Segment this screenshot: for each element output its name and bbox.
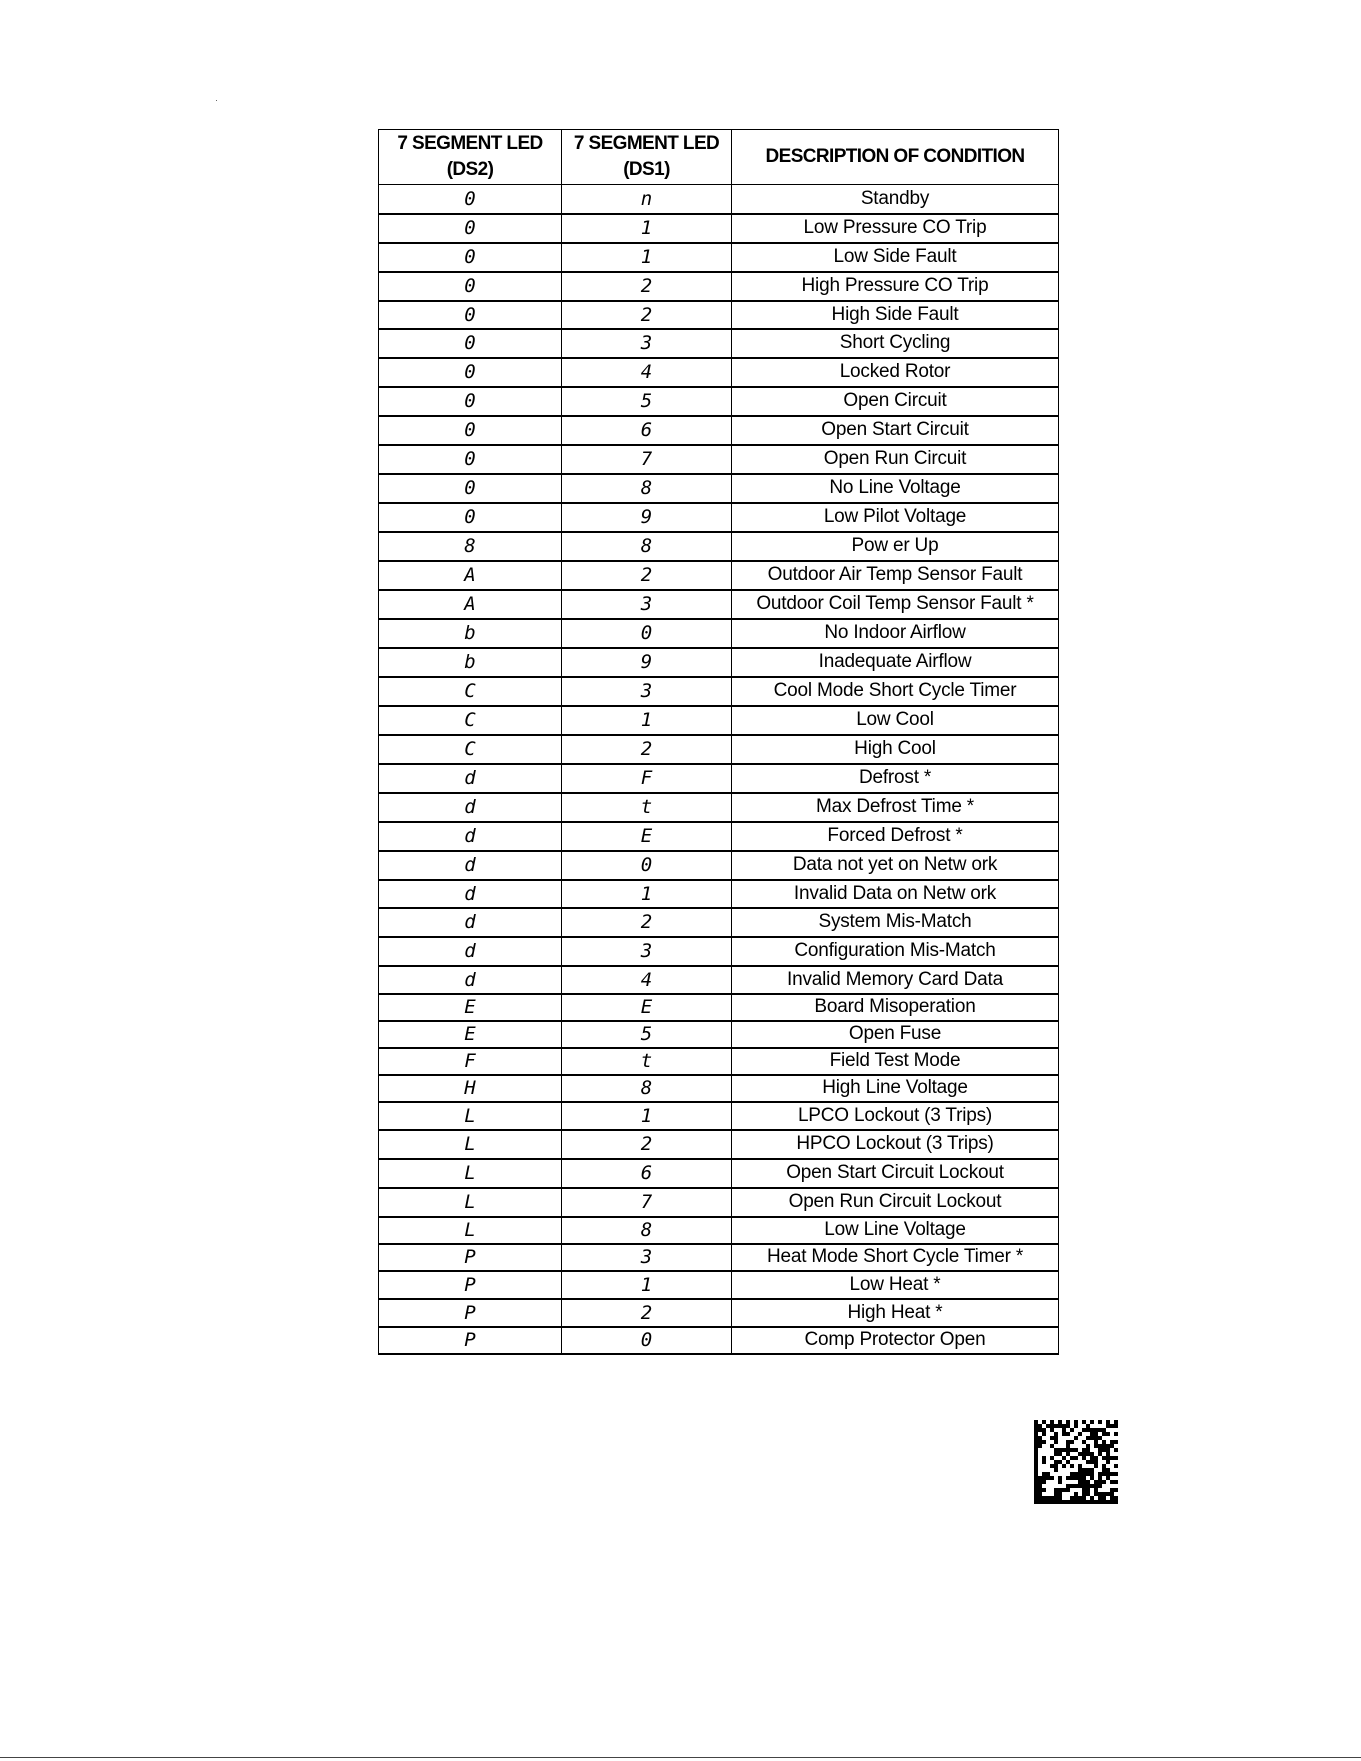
ds1-code: 1 (562, 214, 732, 243)
condition-description: Low Pilot Voltage (732, 503, 1059, 532)
page-bottom-rule (0, 1757, 1361, 1758)
table-row (379, 648, 1059, 677)
condition-description: Max Defrost Time * (732, 793, 1059, 822)
table-row (379, 243, 1059, 272)
ds2-code: d (379, 937, 562, 966)
condition-description: Data not yet on Netw ork (732, 851, 1059, 880)
condition-description: High Heat * (732, 1299, 1059, 1327)
condition-description: HPCO Lockout (3 Trips) (732, 1130, 1059, 1159)
ds2-code: 0 (379, 301, 562, 329)
condition-description: Open Run Circuit Lockout (732, 1188, 1059, 1217)
ds1-code: t (562, 1048, 732, 1075)
ds1-code: n (562, 185, 732, 214)
ds1-code: 5 (562, 387, 732, 416)
ds2-code: L (379, 1130, 562, 1159)
condition-description: Open Circuit (732, 387, 1059, 416)
header-ds2 (379, 130, 562, 185)
ds2-code: E (379, 994, 562, 1021)
table-row (379, 966, 1059, 994)
ds2-code: b (379, 619, 562, 648)
ds1-code: 8 (562, 532, 732, 561)
ds1-code: 5 (562, 1021, 732, 1048)
ds1-code: 9 (562, 503, 732, 532)
condition-description: Defrost * (732, 764, 1059, 793)
header-ds1-line1: 7 SEGMENT LED (573, 133, 720, 154)
table-row (379, 214, 1059, 243)
table-row (379, 387, 1059, 416)
table-row (379, 677, 1059, 706)
ds2-code: 0 (379, 416, 562, 445)
condition-description: LPCO Lockout (3 Trips) (732, 1102, 1059, 1130)
table-row (379, 1048, 1059, 1075)
table-row (379, 619, 1059, 648)
table-row (379, 793, 1059, 822)
ds2-code: 0 (379, 272, 562, 301)
table-row (379, 185, 1059, 214)
table-row (379, 1244, 1059, 1271)
ds2-code: 0 (379, 387, 562, 416)
led-code-table (378, 129, 1059, 1355)
table-row (379, 358, 1059, 387)
ds1-code: 1 (562, 1271, 732, 1299)
ds1-code: 0 (562, 851, 732, 880)
ds2-code: P (379, 1299, 562, 1327)
ds2-code: d (379, 851, 562, 880)
table-row (379, 561, 1059, 590)
ds1-code: 8 (562, 474, 732, 503)
ds2-code: H (379, 1075, 562, 1102)
table-row (379, 706, 1059, 735)
ds1-code: 2 (562, 908, 732, 937)
table-row (379, 908, 1059, 937)
table-row (379, 1075, 1059, 1102)
condition-description: Locked Rotor (732, 358, 1059, 387)
ds2-code: C (379, 706, 562, 735)
condition-description: No Line Voltage (732, 474, 1059, 503)
ds1-code: t (562, 793, 732, 822)
ds1-code: 3 (562, 677, 732, 706)
condition-description: Low Side Fault (732, 243, 1059, 272)
table-row (379, 735, 1059, 764)
ds2-code: L (379, 1159, 562, 1188)
condition-description: Field Test Mode (732, 1048, 1059, 1075)
ds2-code: L (379, 1188, 562, 1217)
condition-description: Outdoor Air Temp Sensor Fault (732, 561, 1059, 590)
scan-dot (216, 100, 217, 101)
table-row (379, 1102, 1059, 1130)
ds1-code: 2 (562, 301, 732, 329)
ds2-code: E (379, 1021, 562, 1048)
ds1-code: 1 (562, 1102, 732, 1130)
condition-description: No Indoor Airflow (732, 619, 1059, 648)
ds1-code: 3 (562, 590, 732, 619)
ds1-code: 0 (562, 1327, 732, 1354)
header-ds2-line1: 7 SEGMENT LED (397, 133, 543, 154)
condition-description: High Cool (732, 735, 1059, 764)
ds1-code: 1 (562, 243, 732, 272)
ds2-code: A (379, 590, 562, 619)
ds2-code: F (379, 1048, 562, 1075)
ds2-code: 0 (379, 503, 562, 532)
ds1-code: F (562, 764, 732, 793)
table-row (379, 1130, 1059, 1159)
header-ds1-line2: (DS1) (623, 159, 670, 180)
ds2-code: 0 (379, 329, 562, 358)
condition-description: Short Cycling (732, 329, 1059, 358)
table-row (379, 474, 1059, 503)
ds1-code: 2 (562, 272, 732, 301)
ds2-code: d (379, 764, 562, 793)
ds2-code: d (379, 793, 562, 822)
ds2-code: 8 (379, 532, 562, 561)
ds2-code: d (379, 966, 562, 994)
table-row (379, 880, 1059, 908)
table-row (379, 272, 1059, 301)
ds2-code: P (379, 1327, 562, 1354)
condition-description: Open Start Circuit Lockout (732, 1159, 1059, 1188)
ds1-code: 8 (562, 1217, 732, 1244)
table-row (379, 590, 1059, 619)
condition-description: Cool Mode Short Cycle Timer (732, 677, 1059, 706)
condition-description: Low Pressure CO Trip (732, 214, 1059, 243)
ds2-code: 0 (379, 243, 562, 272)
table-row (379, 301, 1059, 329)
ds1-code: 2 (562, 1299, 732, 1327)
table-row (379, 1159, 1059, 1188)
table-row (379, 764, 1059, 793)
condition-description: Pow er Up (732, 532, 1059, 561)
condition-description: Configuration Mis-Match (732, 937, 1059, 966)
ds2-code: 0 (379, 185, 562, 214)
condition-description: Forced Defrost * (732, 822, 1059, 851)
ds1-code: 3 (562, 937, 732, 966)
condition-description: Low Line Voltage (732, 1217, 1059, 1244)
table-row (379, 503, 1059, 532)
header-row (379, 130, 1059, 185)
header-ds2-line2: (DS2) (446, 159, 494, 180)
condition-description: Open Start Circuit (732, 416, 1059, 445)
ds1-code: 6 (562, 1159, 732, 1188)
condition-description: Open Fuse (732, 1021, 1059, 1048)
table-row (379, 1327, 1059, 1354)
ds2-code: d (379, 908, 562, 937)
ds1-code: 7 (562, 1188, 732, 1217)
table-row (379, 1271, 1059, 1299)
header-description: DESCRIPTION OF CONDITION (732, 130, 1059, 185)
ds2-code: C (379, 677, 562, 706)
condition-description: Open Run Circuit (732, 445, 1059, 474)
table-row (379, 445, 1059, 474)
ds2-code: P (379, 1244, 562, 1271)
ds1-code: 2 (562, 561, 732, 590)
condition-description: Comp Protector Open (732, 1327, 1059, 1354)
ds1-code: 8 (562, 1075, 732, 1102)
condition-description: Inadequate Airflow (732, 648, 1059, 677)
condition-description: Low Cool (732, 706, 1059, 735)
ds1-code: 1 (562, 706, 732, 735)
table-row (379, 1299, 1059, 1327)
ds1-code: 1 (562, 880, 732, 908)
condition-description: High Pressure CO Trip (732, 272, 1059, 301)
ds1-code: 6 (562, 416, 732, 445)
ds1-code: 4 (562, 358, 732, 387)
ds1-code: E (562, 822, 732, 851)
ds2-code: A (379, 561, 562, 590)
ds2-code: 0 (379, 358, 562, 387)
ds2-code: C (379, 735, 562, 764)
condition-description: Invalid Data on Netw ork (732, 880, 1059, 908)
table-row (379, 851, 1059, 880)
table-row (379, 1021, 1059, 1048)
ds1-code: 0 (562, 619, 732, 648)
table-row (379, 994, 1059, 1021)
ds2-code: d (379, 822, 562, 851)
table-row (379, 532, 1059, 561)
ds2-code: b (379, 648, 562, 677)
ds1-code: 4 (562, 966, 732, 994)
ds1-code: 2 (562, 735, 732, 764)
condition-description: Invalid Memory Card Data (732, 966, 1059, 994)
condition-description: Board Misoperation (732, 994, 1059, 1021)
condition-description: Low Heat * (732, 1271, 1059, 1299)
ds2-code: 0 (379, 474, 562, 503)
ds1-code: 3 (562, 329, 732, 358)
condition-description: High Line Voltage (732, 1075, 1059, 1102)
condition-description: System Mis-Match (732, 908, 1059, 937)
ds2-code: P (379, 1271, 562, 1299)
ds2-code: L (379, 1217, 562, 1244)
ds1-code: 7 (562, 445, 732, 474)
header-ds1 (562, 130, 732, 185)
table-row (379, 937, 1059, 966)
ds1-code: 3 (562, 1244, 732, 1271)
condition-description: Heat Mode Short Cycle Timer * (732, 1244, 1059, 1271)
condition-description: Standby (732, 185, 1059, 214)
ds1-code: 9 (562, 648, 732, 677)
ds2-code: 0 (379, 214, 562, 243)
ds1-code: 2 (562, 1130, 732, 1159)
table-row (379, 1217, 1059, 1244)
ds2-code: L (379, 1102, 562, 1130)
ds2-code: 0 (379, 445, 562, 474)
table-row (379, 329, 1059, 358)
table-row (379, 416, 1059, 445)
condition-description: High Side Fault (732, 301, 1059, 329)
condition-description: Outdoor Coil Temp Sensor Fault * (732, 590, 1059, 619)
ds1-code: E (562, 994, 732, 1021)
table-row (379, 822, 1059, 851)
table-row (379, 1188, 1059, 1217)
data-matrix-barcode (1034, 1420, 1118, 1504)
ds2-code: d (379, 880, 562, 908)
